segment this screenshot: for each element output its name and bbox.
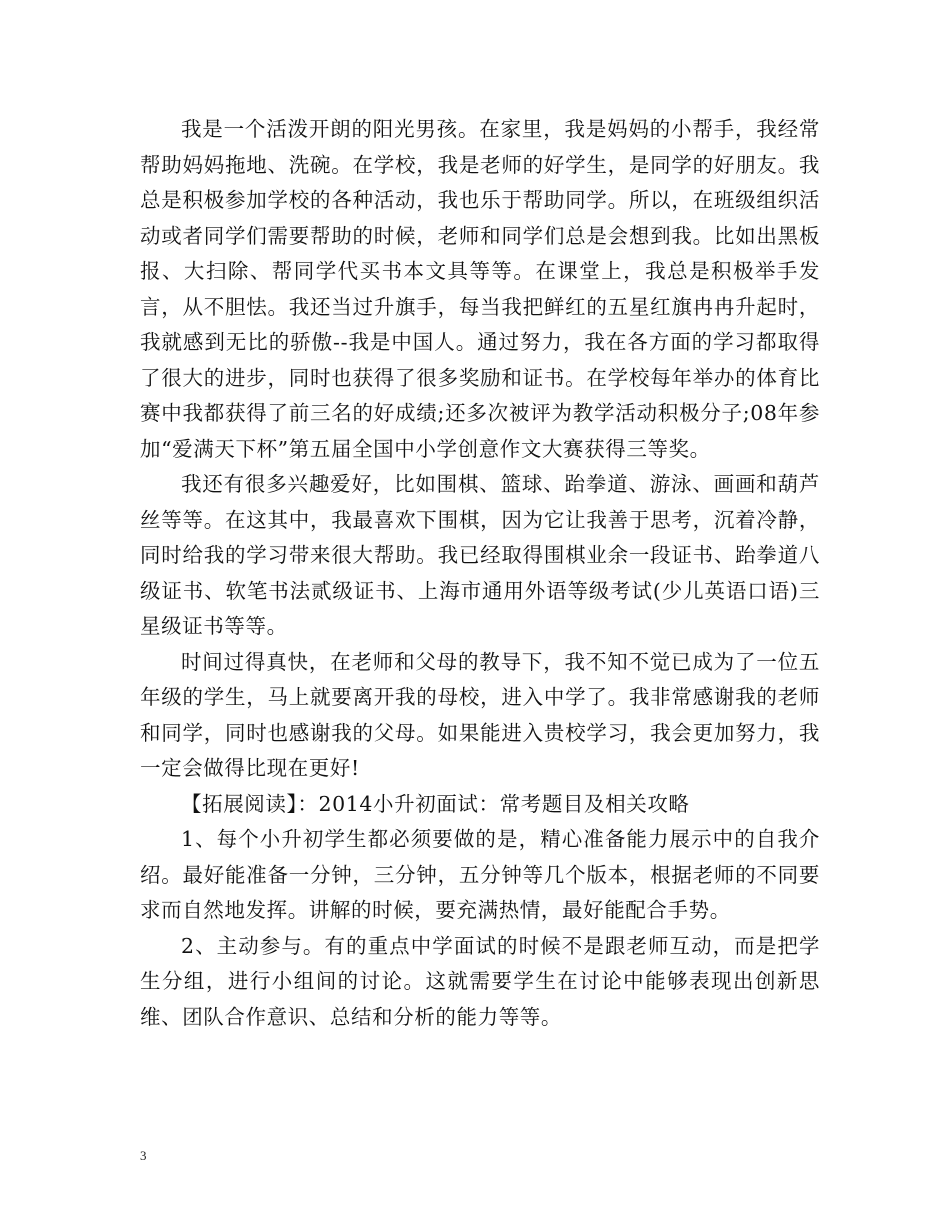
extended-reading-heading: 【拓展阅读】：2014小升初面试：常考题目及相关攻略	[181, 791, 690, 816]
page-number: 3	[140, 1148, 147, 1163]
paragraph-tip-1: 1、每个小升初学生都必须要做的是，精心准备能力展示中的自我介绍。最好能准备一分钟，三分钟，五分钟等几个版本，根据老师的不同要求而自然地发挥。讲解的时候，要充满热情，最好能配合手势。	[140, 827, 820, 922]
paragraph-self-introduction: 我是一个活泼开朗的阳光男孩。在家里，我是妈妈的小帮手，我经常帮助妈妈拖地、洗碗。在学校，我是老师的好学生，是同学的好朋友。我总是积极参加学校的各种活动，我也乐于帮助同学。所以，在班级组织活动或者同学们需要帮助的时候，老师和同学们总是会想到我。比如出黑板报、大扫除、帮同学代买书本文具等等。在课堂上，我总是积极举手发言，从不胆怯。我还当过升旗手，每当我把鲜红的五星红旗冉冉升起时，我就感到无比的骄傲--我是中国人。通过努力，我在各方面的学习都取得了很大的进步，同时也获得了很多奖励和证书。在学校每年举办的体育比赛中我都获得了前三名的好成绩;还多次被评为教学活动积极分子;08年参加“爱满天下杯”第五届全国中小学创意作文大赛获得三等奖。	[140, 117, 820, 461]
paragraph-closing: 时间过得真快，在老师和父母的教导下，我不知不觉已成为了一位五年级的学生，马上就要离开我的母校，进入中学了。我非常感谢我的老师和同学，同时也感谢我的父母。如果能进入贵校学习，我会更加努力，我一定会做得比现在更好!	[140, 649, 820, 780]
paragraph-hobbies: 我还有很多兴趣爱好，比如围棋、篮球、跆拳道、游泳、画画和葫芦丝等等。在这其中，我最喜欢下围棋，因为它让我善于思考，沉着冷静，同时给我的学习带来很大帮助。我已经取得围棋业余一段证书、跆拳道八级证书、软笔书法贰级证书、上海市通用外语等级考试(少儿英语口语)三星级证书等等。	[140, 472, 820, 638]
paragraph-tip-2: 2、主动参与。有的重点中学面试的时候不是跟老师互动，而是把学生分组，进行小组间的讨论。这就需要学生在讨论中能够表现出创新思维、团队合作意识、总结和分析的能力等等。	[140, 933, 820, 1029]
document-body	[140, 112, 820, 1035]
